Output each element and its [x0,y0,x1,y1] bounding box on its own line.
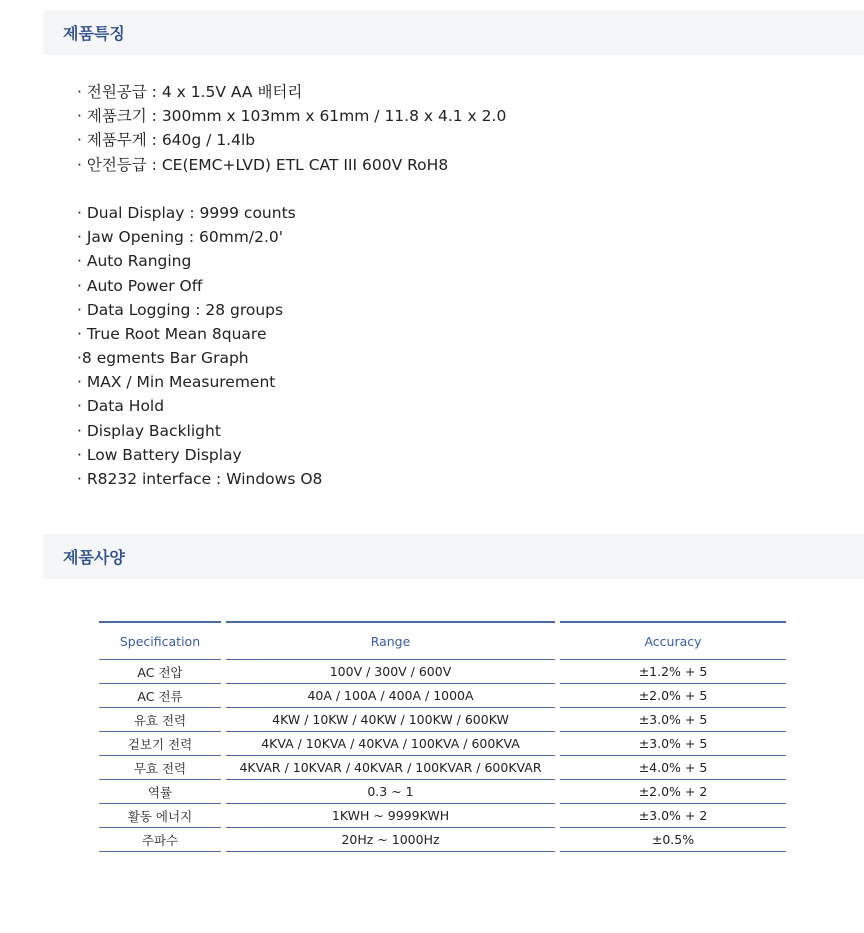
table-row [99,780,786,804]
accuracy-cell: ±0.5% [560,828,786,852]
feature-item: ·8 egments Bar Graph [77,349,249,368]
range-cell: 4KVA / 10KVA / 40KVA / 100KVA / 600KVA [226,732,555,756]
features-list [77,80,777,491]
accuracy-cell: ±3.0% + 5 [560,732,786,756]
range-cell: 40A / 100A / 400A / 1000A [226,684,555,708]
accuracy-cell: ±4.0% + 5 [560,756,786,780]
feature-item: · MAX / Min Measurement [77,373,276,392]
range-cell: 4KVAR / 10KVAR / 40KVAR / 100KVAR / 600KVAR [226,756,555,780]
features-section-title: 제품특징 [63,24,125,43]
table-row [99,804,786,828]
table-row [99,684,786,708]
spec-cell: 겉보기 전력 [99,732,221,756]
column-header-accuracy: Accuracy [560,621,786,660]
feature-item: · Auto Ranging [77,252,192,271]
feature-item: · True Root Mean 8quare [77,324,267,343]
accuracy-cell: ±2.0% + 5 [560,684,786,708]
range-cell: 100V / 300V / 600V [226,660,555,684]
range-cell: 1KWH ~ 9999KWH [226,804,555,828]
feature-item: · Data Hold [77,397,165,416]
spec-cell: 유효 전력 [99,708,221,732]
table-row [99,756,786,780]
feature-item: · Dual Display : 9999 counts [77,203,296,222]
feature-item: · 안전등급 : CE(EMC+LVD) ETL CAT III 600V RoH8 [77,155,449,174]
table-row [99,828,786,852]
accuracy-cell: ±2.0% + 2 [560,780,786,804]
feature-item: · 제품무게 : 640g / 1.4lb [77,131,256,150]
table-row [99,708,786,732]
column-header-specification: Specification [99,621,221,660]
spec-cell: AC 전류 [99,684,221,708]
spec-cell: 무효 전력 [99,756,221,780]
spec-cell: 역률 [99,780,221,804]
table-row [99,732,786,756]
feature-list-spacer [77,177,777,201]
feature-item: · 제품크기 : 300mm x 103mm x 61mm / 11.8 x 4.1 x 2.0 [77,107,507,126]
accuracy-cell: ±1.2% + 5 [560,660,786,684]
spec-cell: AC 전압 [99,660,221,684]
feature-item: · Low Battery Display [77,445,242,464]
spec-table-header-row [99,621,786,660]
spec-table [94,621,791,852]
features-section-header [43,10,864,55]
feature-item: · Data Logging : 28 groups [77,300,284,319]
feature-item: · Jaw Opening : 60mm/2.0' [77,228,284,247]
spec-cell: 주파수 [99,828,221,852]
feature-item: · Auto Power Off [77,276,203,295]
range-cell: 0.3 ~ 1 [226,780,555,804]
spec-cell: 활동 에너지 [99,804,221,828]
range-cell: 20Hz ~ 1000Hz [226,828,555,852]
accuracy-cell: ±3.0% + 5 [560,708,786,732]
feature-item: · Display Backlight [77,421,221,440]
column-header-range: Range [226,621,555,660]
spec-section-header [43,534,864,579]
feature-item: · 전원공급 : 4 x 1.5V AA 배터리 [77,83,303,101]
accuracy-cell: ±3.0% + 2 [560,804,786,828]
range-cell: 4KW / 10KW / 40KW / 100KW / 600KW [226,708,555,732]
feature-item: · R8232 interface : Windows O8 [77,470,323,488]
spec-section-title: 제품사양 [63,548,125,567]
table-row [99,660,786,684]
